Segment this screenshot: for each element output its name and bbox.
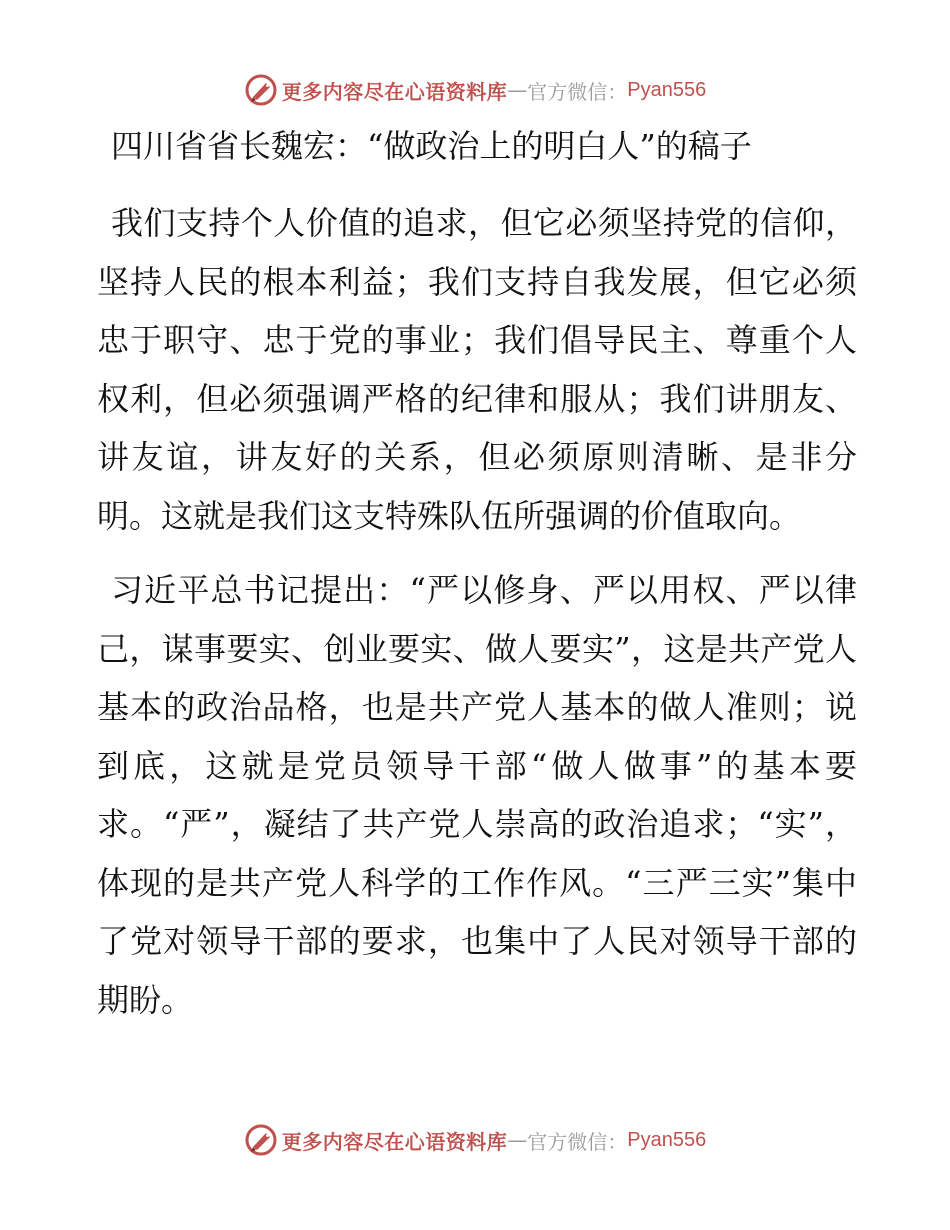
header-watermark	[0, 70, 950, 110]
paragraph-1: 我们支持个人价值的追求，但它必须坚持党的信仰，坚持人民的根本利益；我们支持自我发展，但它必须忠于职守、忠于党的事业；我们倡导民主、尊重个人权利，但必须强调严格的纪律和服从；我们讲朋友、讲友谊，讲友好的关系，但必须原则清晰、是非分明。这就是我们这支特殊队伍所强调的价值取向。	[97, 204, 857, 535]
watermark-wechat-label: 官方微信：	[527, 1129, 628, 1154]
pen-nib-logo-icon	[244, 73, 278, 107]
watermark-separator: —	[507, 1128, 528, 1152]
pen-nib-logo-icon	[244, 1123, 278, 1157]
paragraph-2: 习近平总书记提出：“严以修身、严以用权、严以律己，谋事要实、创业要实、做人要实”，这是共产党人基本的政治品格，也是共产党人基本的做人准则；说到底，这就是党员领导干部“做人做事”的基本要求。“严”，凝结了共产党人崇高的政治追求；“实”，体现的是共产党人科学的工作作风。“三严三实”集中了党对领导干部的要求，也集中了人民对领导干部的期盼。	[97, 571, 857, 1019]
watermark-wechat-label: 官方微信：	[527, 79, 628, 104]
watermark-brand-text: 更多内容尽在心语资料库	[281, 79, 508, 104]
document-title: 四川省省长魏宏：“做政治上的明白人”的稿子	[111, 127, 752, 165]
document-body	[97, 118, 857, 1045]
watermark-wechat-id: Pyan556	[627, 78, 707, 101]
watermark-wechat-id: Pyan556	[627, 1128, 707, 1151]
footer-watermark	[0, 1120, 950, 1160]
watermark-brand-text: 更多内容尽在心语资料库	[281, 1129, 508, 1154]
watermark-separator: —	[507, 78, 528, 102]
